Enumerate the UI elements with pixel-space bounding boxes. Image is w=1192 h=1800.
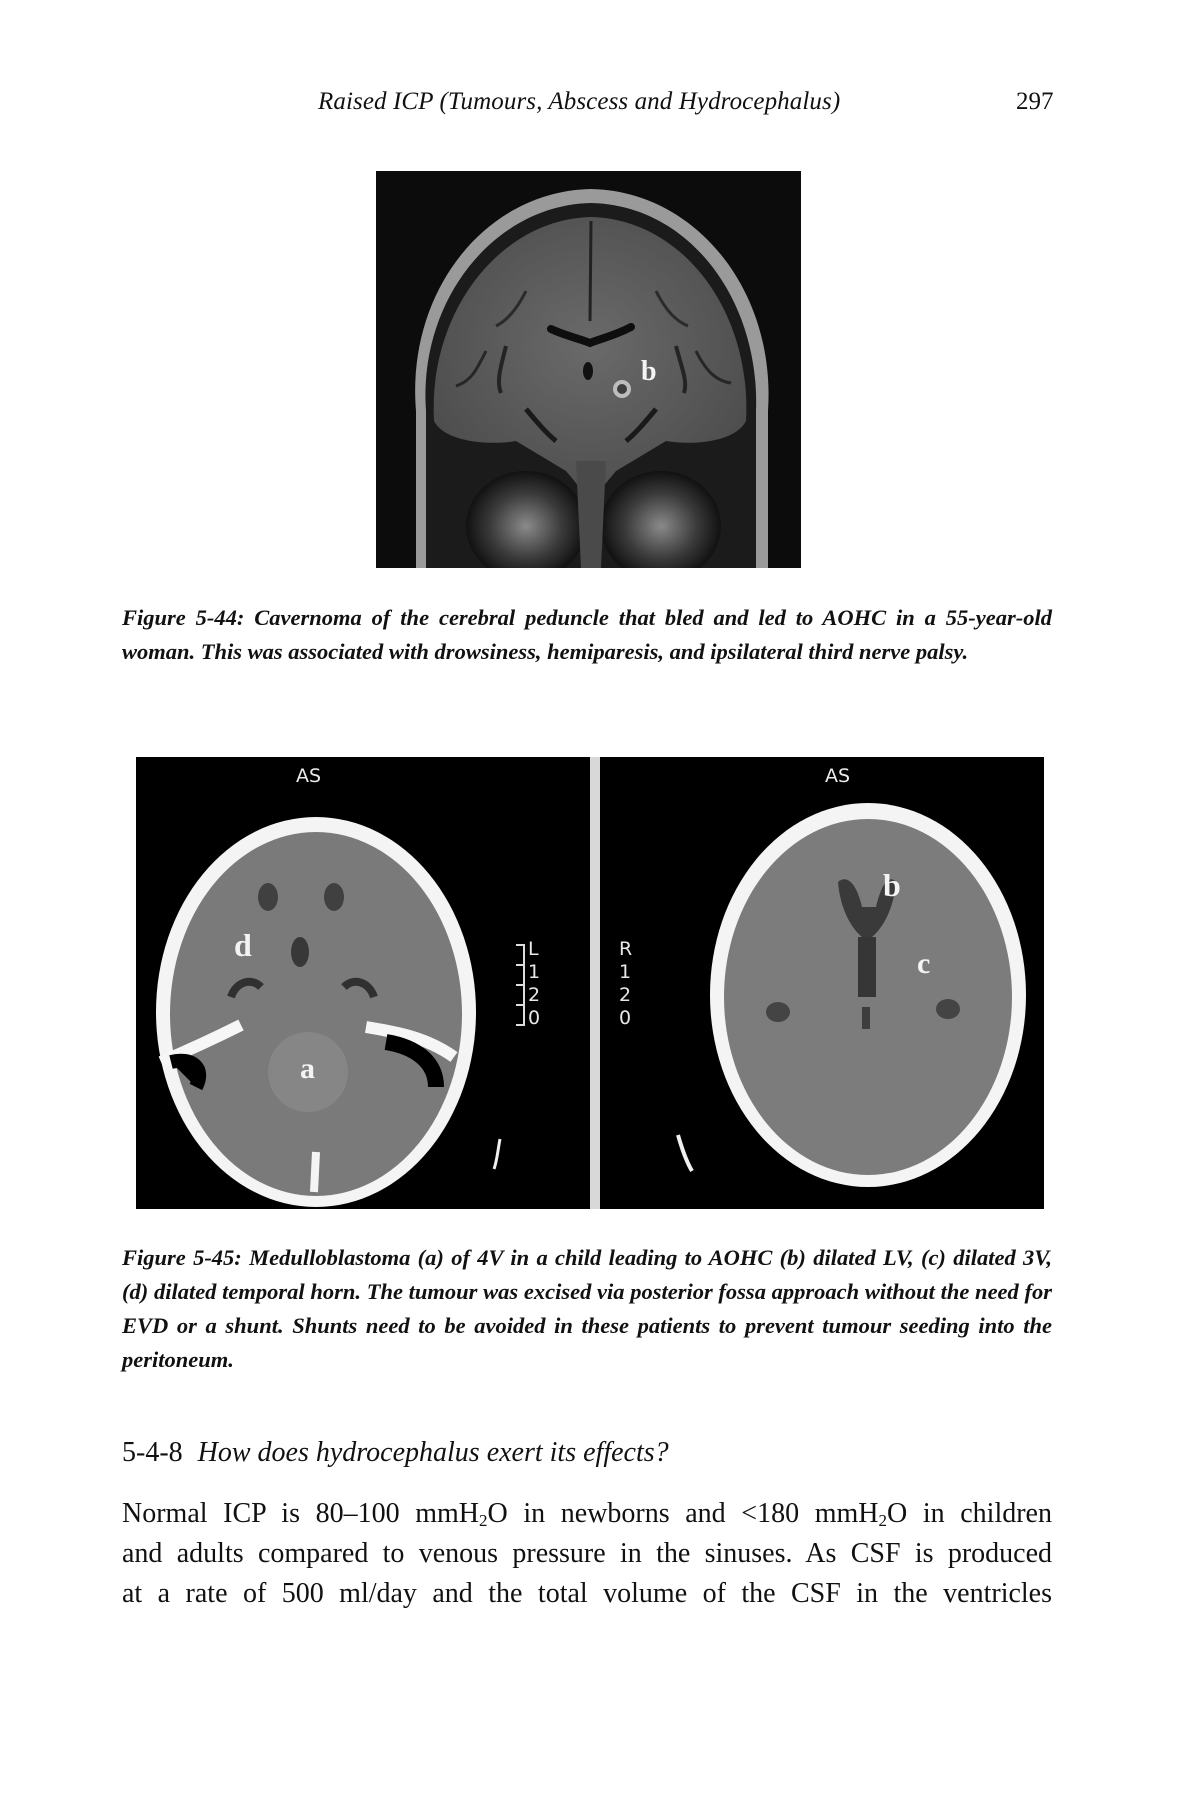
scale-label: L	[528, 938, 539, 960]
scale-label: 1	[619, 961, 632, 983]
scale-label: R	[619, 938, 633, 960]
text-run: O in newborns and <180 mmH	[487, 1498, 879, 1529]
scale-label: 1	[528, 961, 541, 983]
orientation-label-right: AS	[825, 765, 851, 787]
section-title: How does hydrocephalus exert its effects?	[197, 1437, 669, 1468]
text-run: O in children	[887, 1498, 1052, 1529]
figure-5-44-caption: Figure 5-44: Cavernoma of the cerebral peduncle that bled and led to AOHC in a 55-year-old woman. This was associated with drowsiness, hemiparesis, and ipsilateral third nerve palsy.	[122, 605, 1052, 664]
figure-5-45-caption: Figure 5-45: Medulloblastoma (a) of 4V in a child leading to AOHC (b) dilated LV, (c) dilated 3V, (d) dilated temporal horn. The tumour was excised via posterior fossa approach without the need for EVD or a shunt. Shunts need to be avoided in these patients to prevent tumour seeding into the peritoneum.	[122, 1245, 1052, 1372]
ct-left-panel	[136, 757, 590, 1209]
figure-5-44-mri-image	[376, 171, 801, 568]
figure-label-b: b	[641, 356, 657, 387]
scale-label: 0	[528, 1007, 541, 1029]
figure-label-b-ct: b	[883, 867, 901, 903]
subscript: 2	[878, 1511, 887, 1530]
coronal-mri-illustration	[376, 171, 801, 568]
ct-axial-right-illustration	[600, 757, 1044, 1209]
body-line-2: and adults compared to venous pressure in the sinuses. As CSF is produced	[122, 1538, 1052, 1569]
figure-label-c: c	[917, 947, 931, 980]
figure-label-a: a	[300, 1052, 315, 1085]
subscript: 2	[479, 1511, 488, 1530]
running-title: Raised ICP (Tumours, Abscess and Hydrocephalus)	[318, 88, 841, 115]
body-line-1	[122, 1494, 1052, 1534]
body-paragraph	[122, 1494, 1052, 1614]
scale-label: 2	[528, 984, 541, 1006]
section-heading	[122, 1437, 669, 1469]
orientation-label-left: AS	[296, 765, 322, 787]
figure-5-45-ct-images	[136, 757, 1044, 1209]
section-number: 5-4-8	[122, 1437, 183, 1468]
scale-label: 2	[619, 984, 632, 1006]
figure-label-d: d	[234, 927, 252, 963]
page-number: 297	[1016, 88, 1054, 115]
scale-label: 0	[619, 1007, 632, 1029]
body-line-3: at a rate of 500 ml/day and the total volume of the CSF in the ventricles	[122, 1578, 1052, 1609]
panel-divider	[590, 757, 600, 1209]
ct-axial-left-illustration	[136, 757, 590, 1209]
running-header	[0, 88, 1192, 124]
ct-right-panel	[600, 757, 1044, 1209]
text-run: Normal ICP is 80–100 mmH	[122, 1498, 480, 1529]
